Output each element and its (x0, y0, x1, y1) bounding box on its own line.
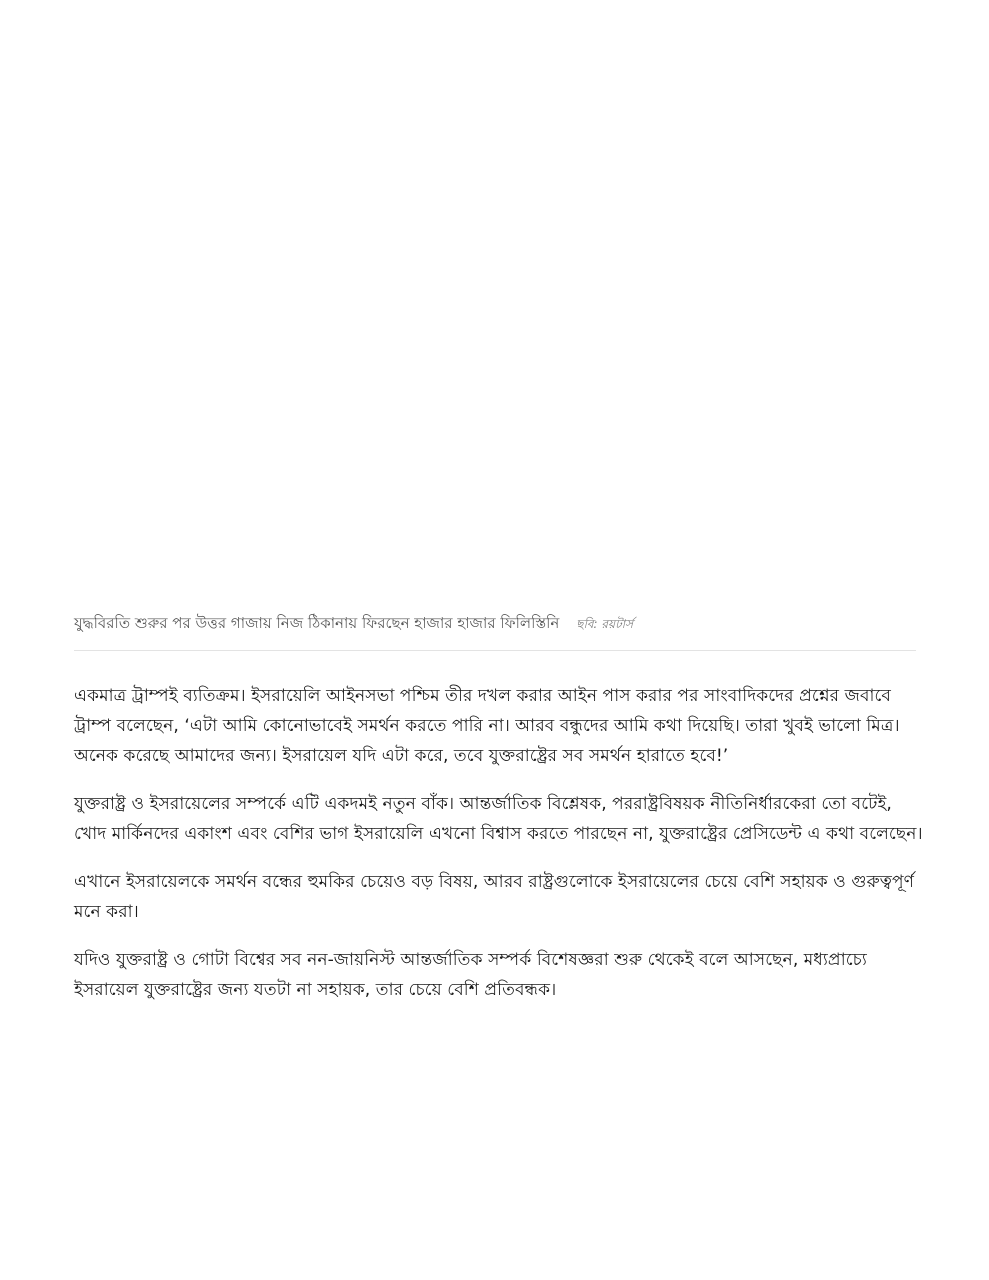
caption-text: যুদ্ধবিরতি শুরুর পর উত্তর গাজায় নিজ ঠিকানায় ফিরছেন হাজার হাজার ফিলিস্তিনি (74, 614, 560, 632)
article-paragraph: এখানে ইসরায়েলকে সমর্থন বন্ধের হুমকির চেয়েও বড় বিষয়, আরব রাষ্ট্রগুলোকে ইসরায়েলের চেয়ে বেশি সহায়ক ও গুরুত্বপূর্ণ মনে করা। (74, 872, 915, 922)
article-image-placeholder (74, 0, 916, 600)
photo-credit: ছবি: রয়টার্স (576, 617, 634, 631)
caption-divider (74, 650, 916, 651)
article-body (74, 681, 924, 1023)
article-paragraph: যুক্তরাষ্ট্র ও ইসরায়েলের সম্পর্কে এটি একদমই নতুন বাঁক। আন্তর্জাতিক বিশ্লেষক, পররাষ্ট্রবিষয়ক নীতিনির্ধারকেরা তো বটেই, খোদ মার্কিনদের একাংশ এবং বেশির ভাগ ইসরায়েলি এখনো বিশ্বাস করতে পারছেন না, যুক্তরাষ্ট্রের প্রেসিডেন্ট এ কথা বলেছেন। (74, 794, 923, 844)
article-paragraph: যদিও যুক্তরাষ্ট্র ও গোটা বিশ্বের সব নন-জায়নিস্ট আন্তর্জাতিক সম্পর্ক বিশেষজ্ঞরা শুরু থেকেই বলে আসছেন, মধ্যপ্রাচ্যে ইসরায়েল যুক্তরাষ্ট্রের জন্য যতটা না সহায়ক, তার চেয়ে বেশি প্রতিবন্ধক। (74, 950, 867, 1000)
image-caption (74, 611, 916, 636)
article-paragraph: একমাত্র ট্রাম্পই ব্যতিক্রম। ইসরায়েলি আইনসভা পশ্চিম তীর দখল করার আইন পাস করার পর সাংবাদিকদের প্রশ্নের জবাবে ট্রাম্প বলেছেন, ‘এটা আমি কোনোভাবেই সমর্থন করতে পারি না। আরব বন্ধুদের আমি কথা দিয়েছি। তারা খুবই ভালো মিত্র। অনেক করেছে আমাদের জন্য। ইসরায়েল যদি এটা করে, তবে যুক্তরাষ্ট্রের সব সমর্থন হারাতে হবে!’ (74, 686, 900, 766)
